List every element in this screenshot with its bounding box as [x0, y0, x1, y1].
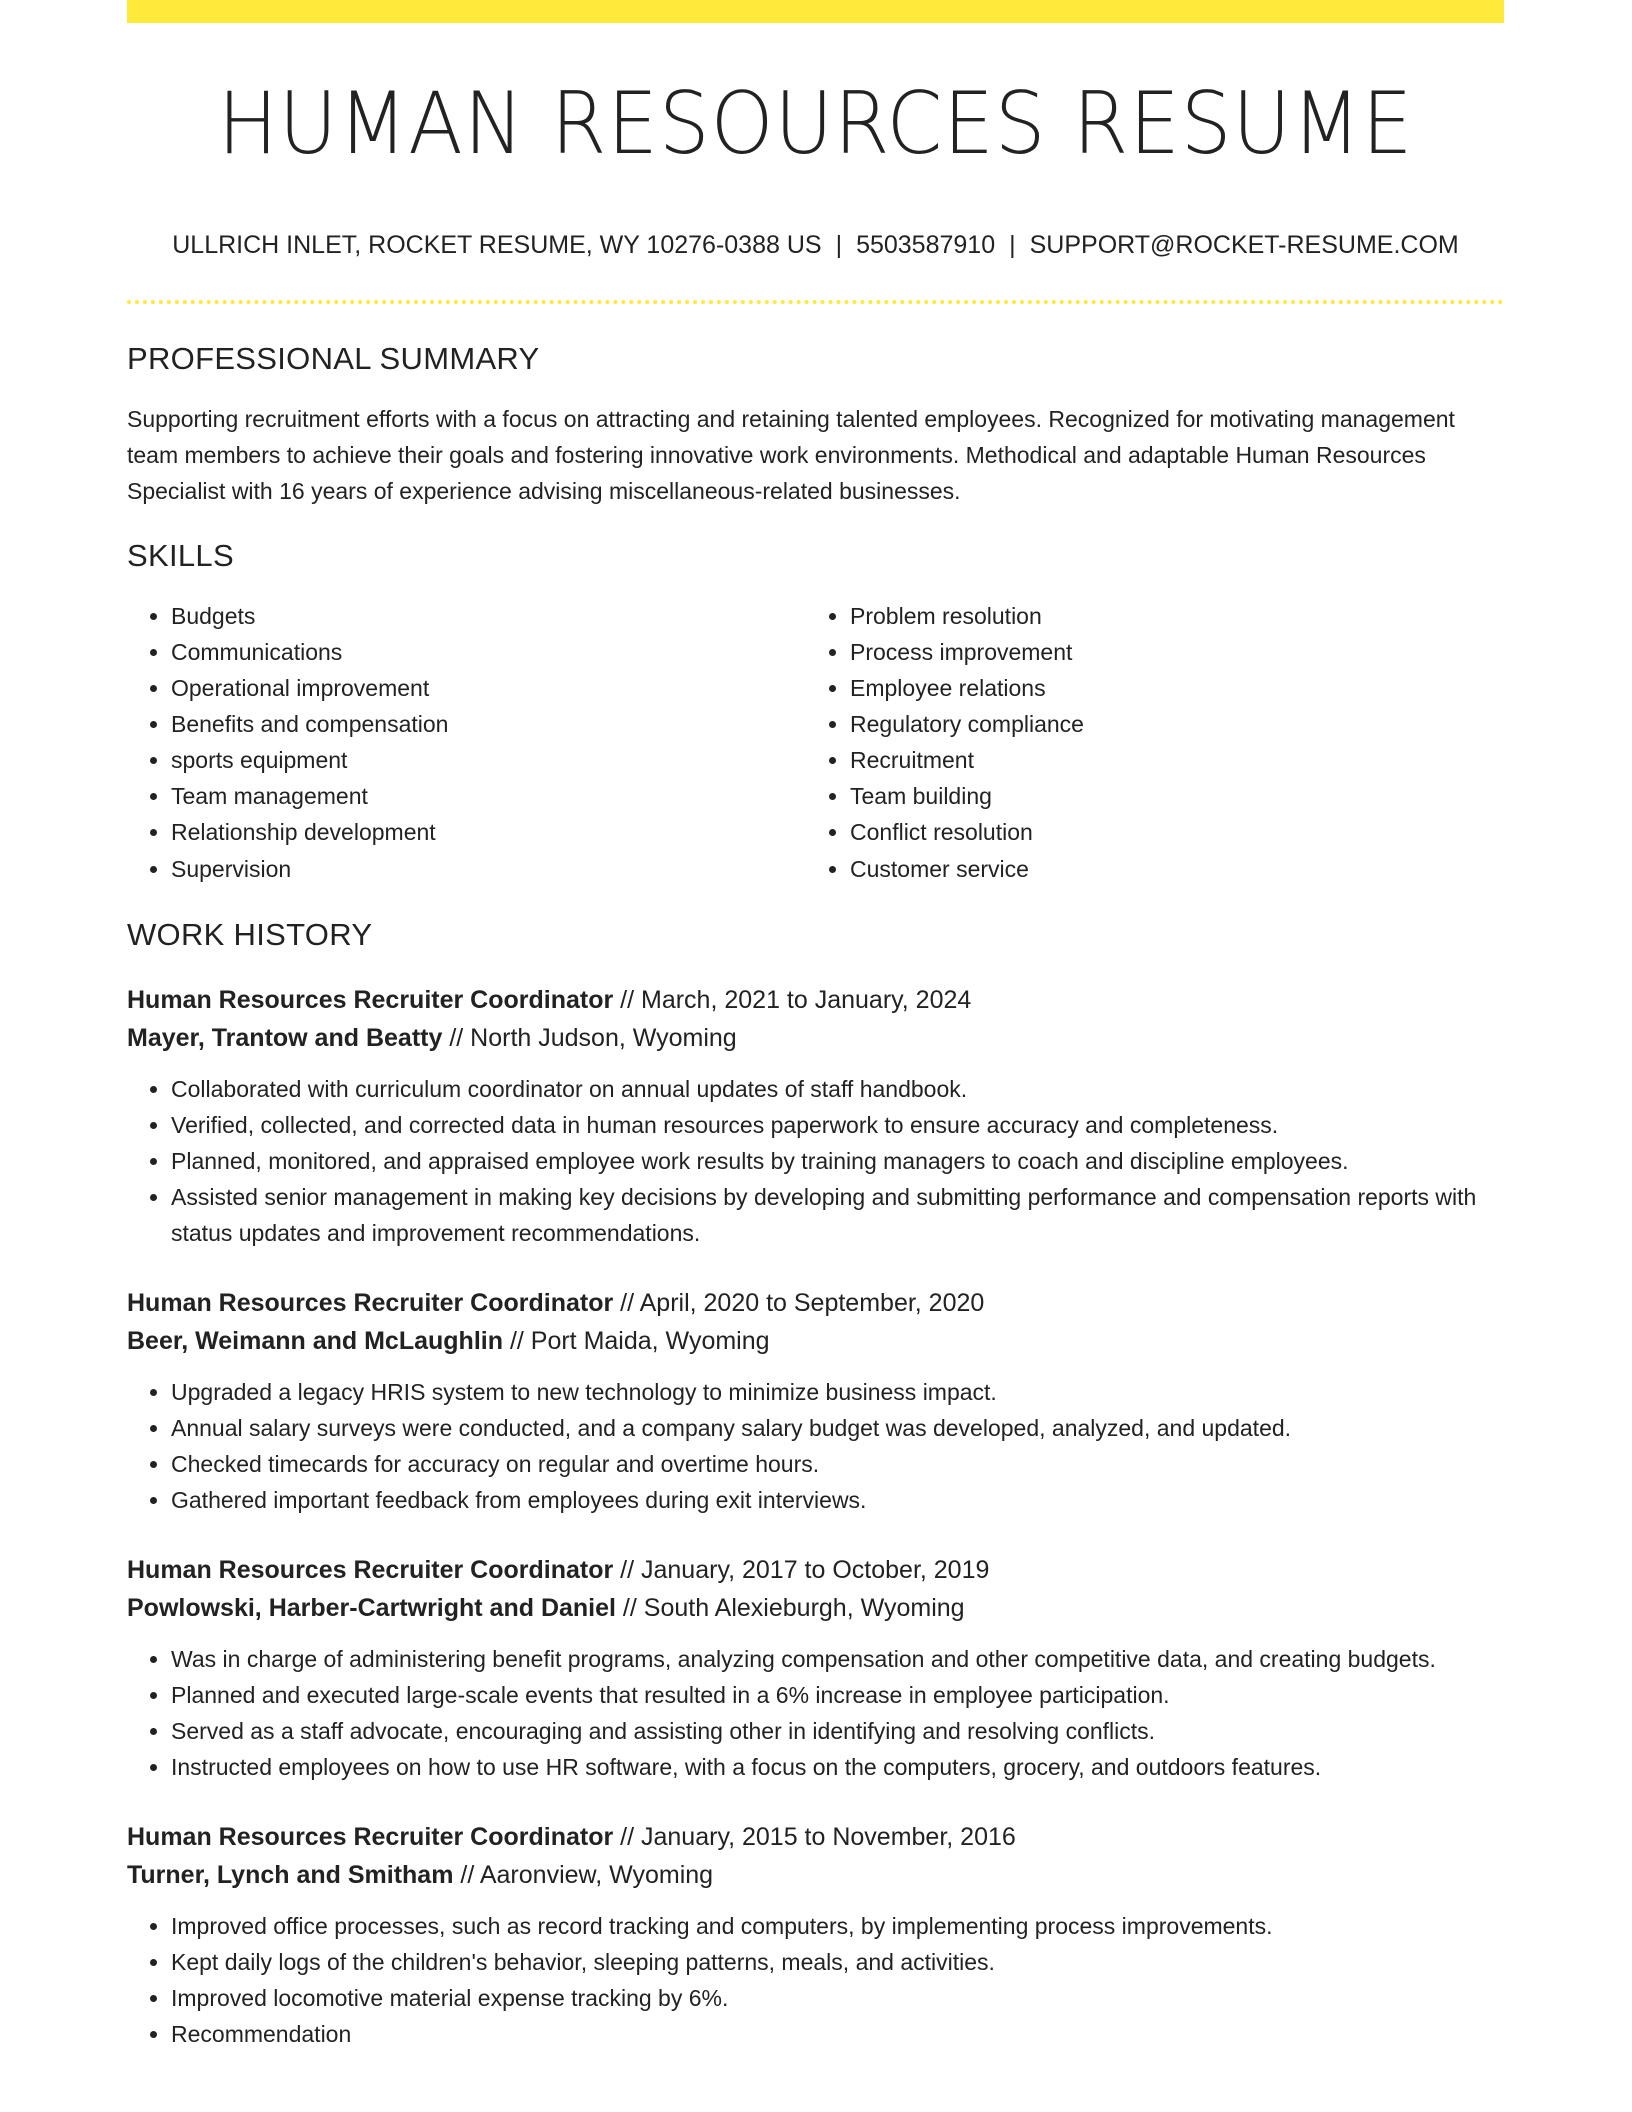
job-dates: // March, 2021 to January, 2024	[613, 986, 972, 1014]
job-company-line	[127, 1856, 1504, 1894]
job-company: Mayer, Trantow and Beatty	[127, 1024, 443, 1052]
job-location: // Port Maida, Wyoming	[503, 1327, 770, 1355]
job-bullet: • Instructed employees on how to use HR software, with a focus on the computers, grocery, and outdoors features.	[171, 1749, 1504, 1785]
job-bullets	[127, 1641, 1504, 1785]
job-bullet: • Served as a staff advocate, encouraging and assisting other in identifying and resolving conflicts.	[171, 1713, 1504, 1749]
contact-line	[127, 229, 1504, 261]
job-title: Human Resources Recruiter Coordinator	[127, 1556, 614, 1584]
job-bullet: • Upgraded a legacy HRIS system to new technology to minimize business impact.	[171, 1374, 1504, 1410]
skill-item: • Budgets	[171, 598, 806, 634]
contact-address: ULLRICH INLET, ROCKET RESUME, WY 10276-0388 US	[172, 231, 822, 259]
job-bullet: • Was in charge of administering benefit programs, analyzing compensation and other competitive data, and creating budgets.	[171, 1641, 1504, 1677]
job-company-line	[127, 1589, 1504, 1627]
job-bullet: • Improved office processes, such as record tracking and computers, by implementing process improvements.	[171, 1908, 1504, 1944]
skill-item: • Process improvement	[850, 634, 1485, 670]
job-bullet: • Planned, monitored, and appraised employee work results by training managers to coach and discipline employees.	[171, 1143, 1504, 1179]
resume-title: HUMAN RESOURCES RESUME	[217, 74, 1414, 174]
job-bullet: • Kept daily logs of the children's behavior, sleeping patterns, meals, and activities.	[171, 1944, 1504, 1980]
job-bullets	[127, 1374, 1504, 1518]
skill-item: • Benefits and compensation	[171, 706, 806, 742]
job-location: // South Alexieburgh, Wyoming	[615, 1594, 965, 1622]
job-dates: // January, 2017 to October, 2019	[613, 1556, 990, 1584]
job-dates: // January, 2015 to November, 2016	[613, 1823, 1016, 1851]
job-title-line	[127, 1284, 1504, 1322]
summary-text: Supporting recruitment efforts with a focus on attracting and retaining talented employees. Recognized for motivating management team members to achieve their goals and fostering innovative work environments. Methodical and adaptable Human Resources Specialist with 16 years of experience advising miscellaneous-related businesses.	[127, 406, 1455, 504]
job-bullet: • Checked timecards for accuracy on regular and overtime hours.	[171, 1446, 1504, 1482]
job-entry	[127, 1551, 1504, 1785]
skill-item: • sports equipment	[171, 742, 806, 778]
job-title-line	[127, 981, 1504, 1019]
job-title: Human Resources Recruiter Coordinator	[127, 1823, 614, 1851]
skill-item: • Problem resolution	[850, 598, 1485, 634]
skill-item: • Relationship development	[171, 814, 806, 850]
job-title-line	[127, 1551, 1504, 1589]
job-title-line	[127, 1818, 1504, 1856]
skill-item: • Team management	[171, 778, 806, 814]
job-company-line	[127, 1019, 1504, 1057]
skill-item: • Customer service	[850, 850, 1485, 888]
job-company: Beer, Weimann and McLaughlin	[127, 1327, 503, 1355]
skill-item: • Employee relations	[850, 670, 1485, 706]
job-bullets	[127, 1071, 1504, 1251]
job-bullet: • Recommendation	[171, 2016, 1504, 2052]
skill-item: • Conflict resolution	[850, 814, 1485, 850]
skills-heading: SKILLS	[127, 538, 234, 573]
job-entry	[127, 1818, 1504, 2052]
skill-item: • Regulatory compliance	[850, 706, 1485, 742]
job-company: Turner, Lynch and Smitham	[127, 1861, 454, 1889]
job-dates: // April, 2020 to September, 2020	[613, 1289, 985, 1317]
job-bullets	[127, 1908, 1504, 2052]
contact-separator: |	[835, 231, 843, 259]
job-bullet: • Gathered important feedback from employees during exit interviews.	[171, 1482, 1504, 1518]
job-bullet: • Annual salary surveys were conducted, and a company salary budget was developed, analyzed, and updated.	[171, 1410, 1504, 1446]
job-entry	[127, 1284, 1504, 1518]
job-bullet: • Improved locomotive material expense tracking by 6%.	[171, 1980, 1504, 2016]
contact-phone: 5503587910	[856, 231, 996, 259]
dotted-divider	[127, 300, 1504, 304]
skill-item: • Supervision	[171, 850, 806, 888]
skills-grid	[127, 598, 1504, 888]
job-bullet: • Collaborated with curriculum coordinator on annual updates of staff handbook.	[171, 1071, 1504, 1107]
summary-heading: PROFESSIONAL SUMMARY	[127, 341, 540, 376]
job-location: // Aaronview, Wyoming	[453, 1861, 714, 1889]
contact-separator: |	[1009, 231, 1016, 259]
accent-top-bar	[127, 0, 1504, 23]
contact-email: SUPPORT@ROCKET-RESUME.COM	[1029, 231, 1459, 259]
job-bullet: • Assisted senior management in making key decisions by developing and submitting performance and compensation reports with status updates and improvement recommendations.	[171, 1179, 1504, 1251]
skill-item: • Communications	[171, 634, 806, 670]
job-entry	[127, 981, 1504, 1251]
skills-column-left	[127, 598, 806, 888]
skill-item: • Team building	[850, 778, 1485, 814]
skill-item: • Recruitment	[850, 742, 1485, 778]
skills-column-right	[806, 598, 1485, 888]
work-history-heading: WORK HISTORY	[127, 917, 373, 952]
job-bullet: • Verified, collected, and corrected data in human resources paperwork to ensure accuracy and completeness.	[171, 1107, 1504, 1143]
skill-item: • Operational improvement	[171, 670, 806, 706]
job-bullet: • Planned and executed large-scale events that resulted in a 6% increase in employee participation.	[171, 1677, 1504, 1713]
job-title: Human Resources Recruiter Coordinator	[127, 1289, 614, 1317]
job-title: Human Resources Recruiter Coordinator	[127, 986, 614, 1014]
resume-page	[127, 0, 1504, 2052]
job-company-line	[127, 1322, 1504, 1360]
job-company: Powlowski, Harber-Cartwright and Daniel	[127, 1594, 616, 1622]
job-location: // North Judson, Wyoming	[442, 1024, 737, 1052]
